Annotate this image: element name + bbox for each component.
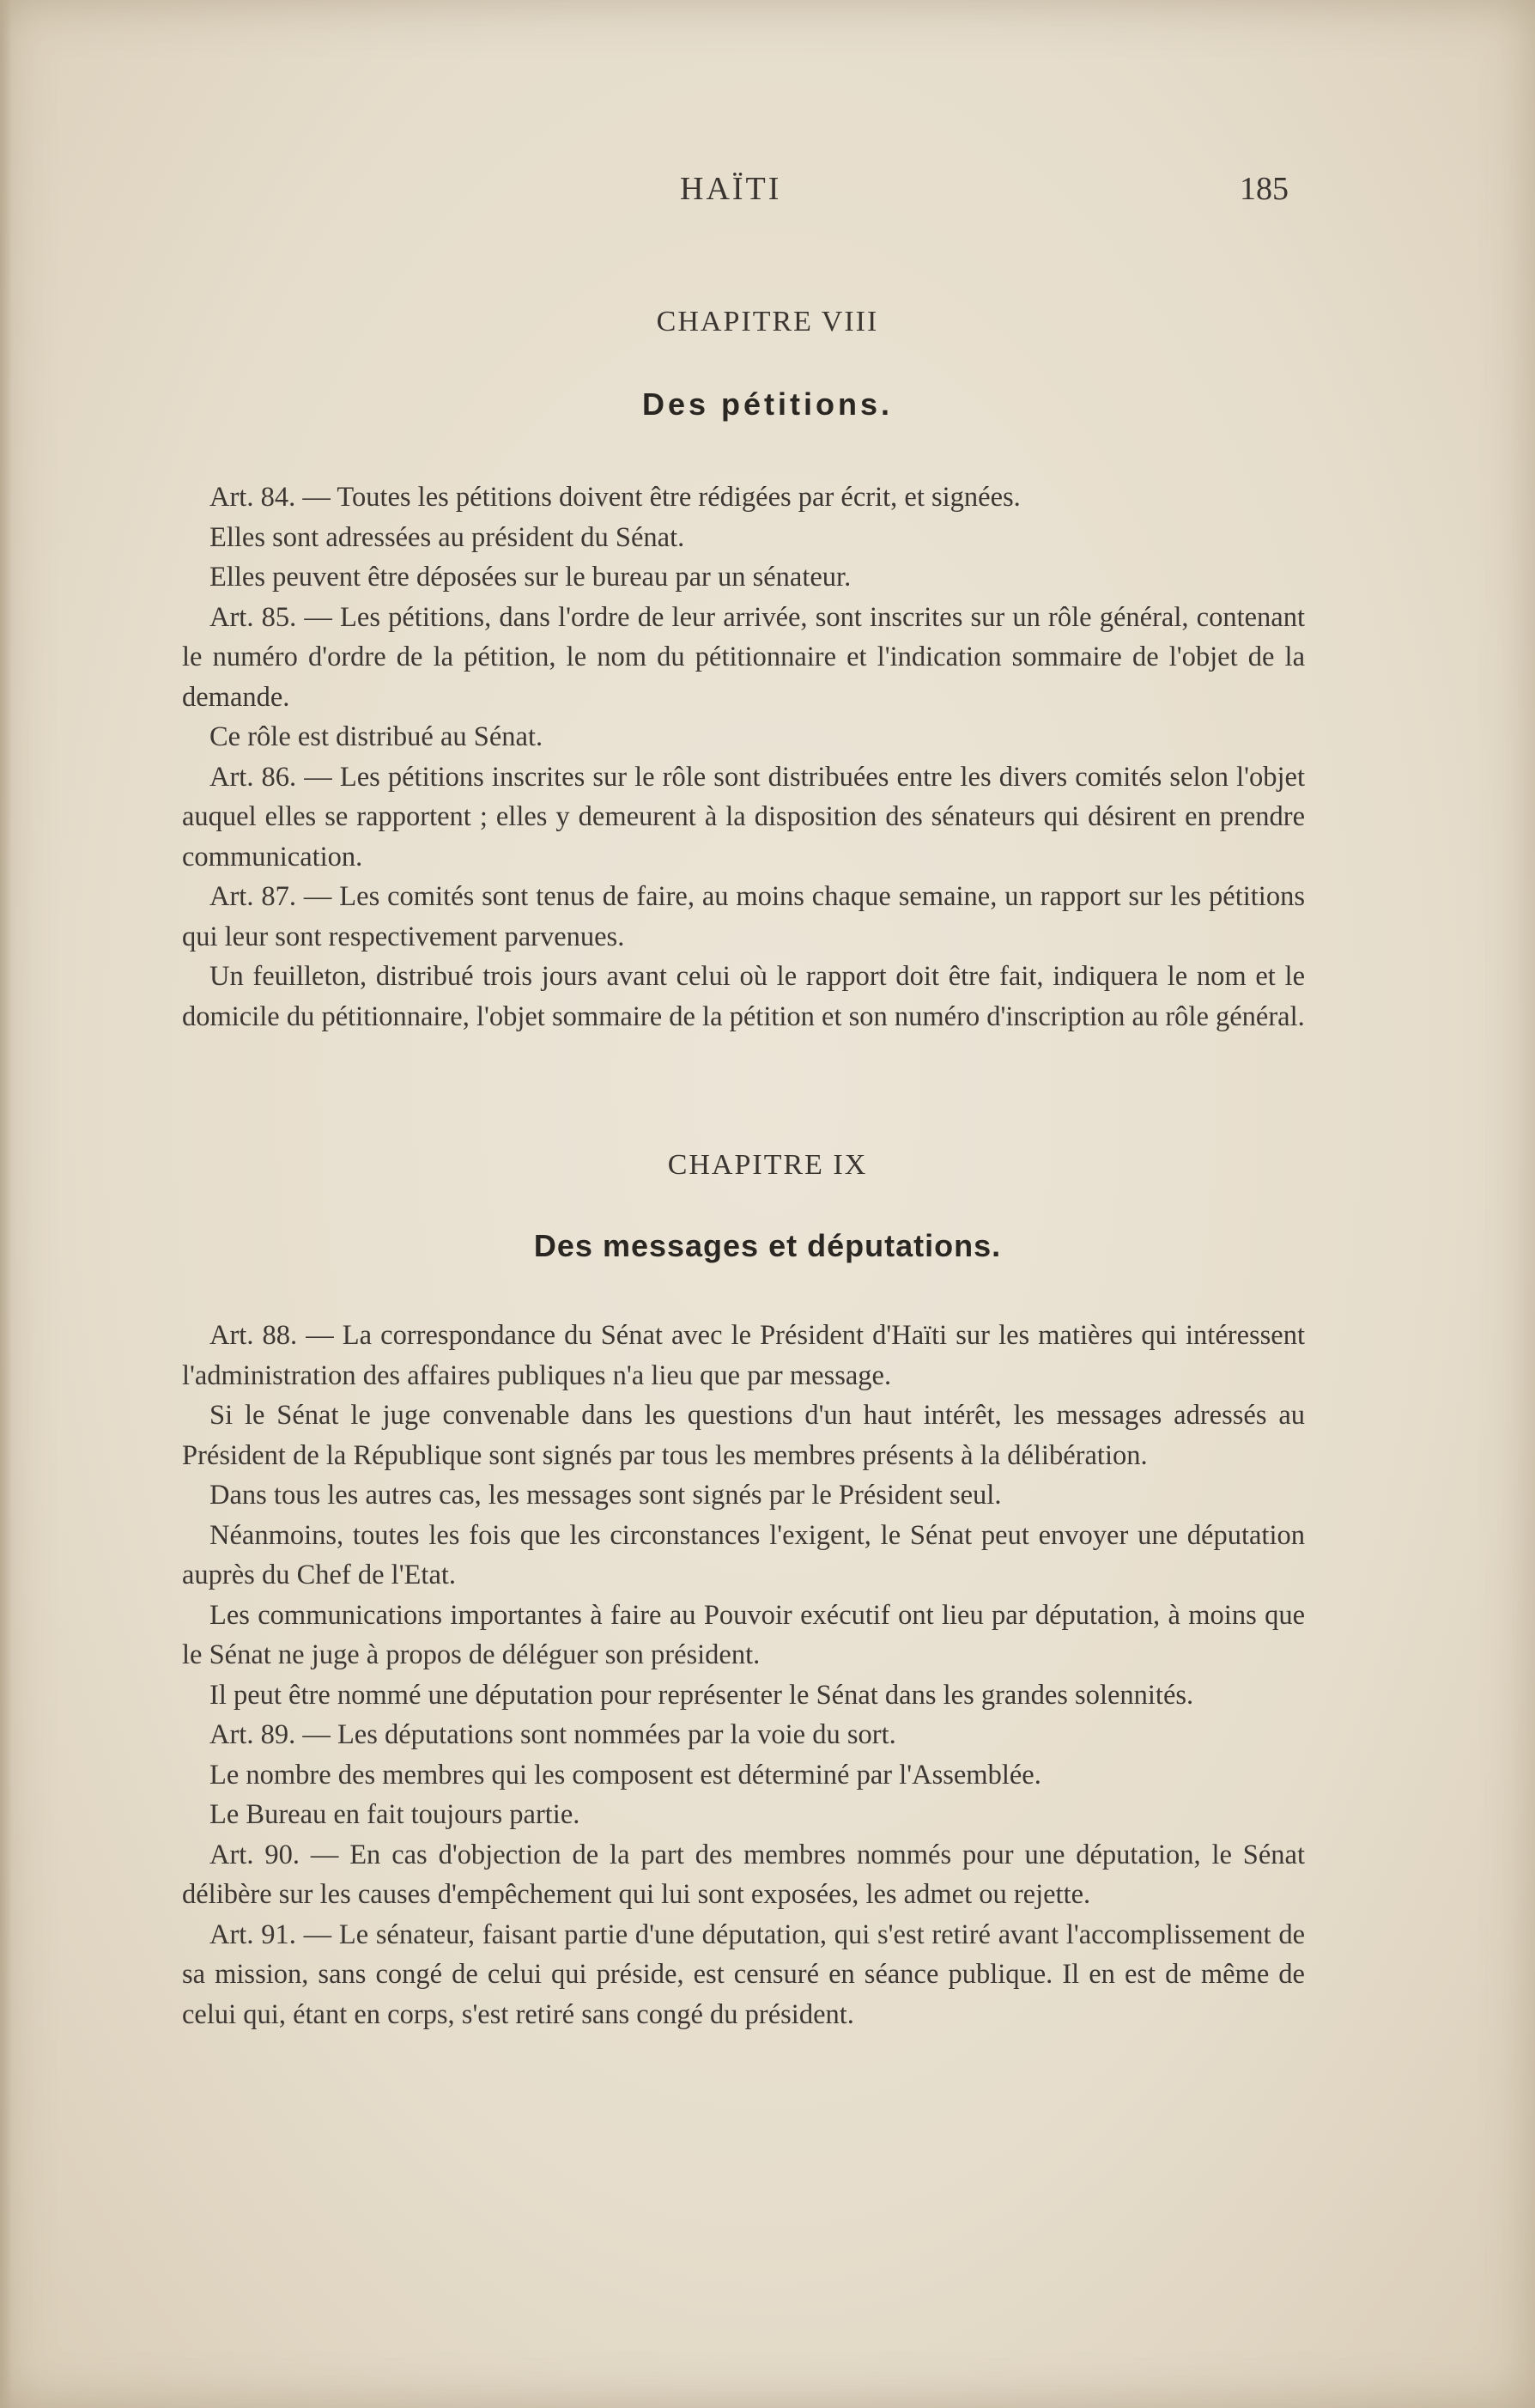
paragraph: Un feuilleton, distribué trois jours avant celui où le rapport doit être fait, indiquera le nom et le domicile du pétitionnaire, l'objet sommaire de la pétition et son numéro d'inscription au rôle général.	[182, 961, 1305, 1032]
paragraph: Art. 85. — Les pétitions, dans l'ordre de leur arrivée, sont inscrites sur un rôle général, contenant le numéro d'ordre de la pétition, le nom du pétitionnaire et l'indication sommaire de l'objet de la demande.	[182, 601, 1305, 713]
paragraph: Le Bureau en fait toujours partie.	[209, 1799, 580, 1830]
paragraph: Art. 91. — Le sénateur, faisant partie d'une députation, qui s'est retiré avant l'accomplissement de sa mission, sans congé de celui qui préside, est censuré en séance publique. Il en est de même de celui qui, étant en corps, s'est retiré sans congé du président.	[182, 1918, 1305, 2030]
paragraph: Art. 88. — La correspondance du Sénat avec le Président d'Haïti sur les matières qui intéressent l'administration des affaires publiques n'a lieu que par message.	[182, 1320, 1305, 1391]
paragraph: Les communications importantes à faire au Pouvoir exécutif ont lieu par députation, à moins que le Sénat ne juge à propos de déléguer son président.	[182, 1599, 1305, 1670]
running-title: HAÏTI	[680, 171, 782, 207]
paragraph: Art. 86. — Les pétitions inscrites sur le rôle sont distribuées entre les divers comités selon l'objet auquel elles se rapportent ; elles y demeurent à la disposition des sénateurs qui désirent en prendre communication.	[182, 761, 1305, 873]
paragraph: Il peut être nommé une députation pour représenter le Sénat dans les grandes solennités.	[209, 1679, 1194, 1711]
paragraph: Dans tous les autres cas, les messages sont signés par le Président seul.	[209, 1480, 1002, 1511]
paragraph: Art. 90. — En cas d'objection de la part des membres nommés pour une députation, le Sénat délibère sur les causes d'empêchement qui lui sont exposées, les admet ou rejette.	[182, 1839, 1305, 1910]
paragraph: Néanmoins, toutes les fois que les circonstances l'exigent, le Sénat peut envoyer une députation auprès du Chef de l'Etat.	[182, 1519, 1305, 1590]
chapter-9-heading: CHAPITRE IX	[667, 1149, 868, 1181]
paragraph: Art. 89. — Les députations sont nommées par la voie du sort.	[209, 1719, 896, 1750]
paragraph: Si le Sénat le juge convenable dans les questions d'un haut intérêt, les messages adressés au Président de la République sont signés par tous les membres présents à la délibération.	[182, 1400, 1305, 1471]
paragraph: Le nombre des membres qui les composent est déterminé par l'Assemblée.	[209, 1759, 1041, 1791]
paragraph: Elles peuvent être déposées sur le bureau par un sénateur.	[209, 562, 852, 593]
chapter-8-title: Des pétitions.	[641, 386, 894, 422]
chapter-9-body	[182, 1316, 1305, 2034]
paragraph: Art. 87. — Les comités sont tenus de faire, au moins chaque semaine, un rapport sur les pétitions qui leur sont respectivement parvenues.	[182, 881, 1305, 952]
paragraph: Elles sont adressées au président du Sénat.	[209, 521, 685, 553]
page-number: 185	[1240, 171, 1289, 207]
chapter-9-title: Des messages et députations.	[533, 1228, 1002, 1263]
chapter-8-heading: CHAPITRE VIII	[656, 306, 879, 337]
paragraph: Ce rôle est distribué au Sénat.	[209, 721, 543, 752]
running-header	[0, 170, 1535, 222]
page-edge-shadow	[0, 0, 12, 2408]
paragraph: Art. 84. — Toutes les pétitions doivent être rédigées par écrit, et signées.	[209, 482, 1021, 513]
chapter-8-body	[182, 477, 1305, 1037]
